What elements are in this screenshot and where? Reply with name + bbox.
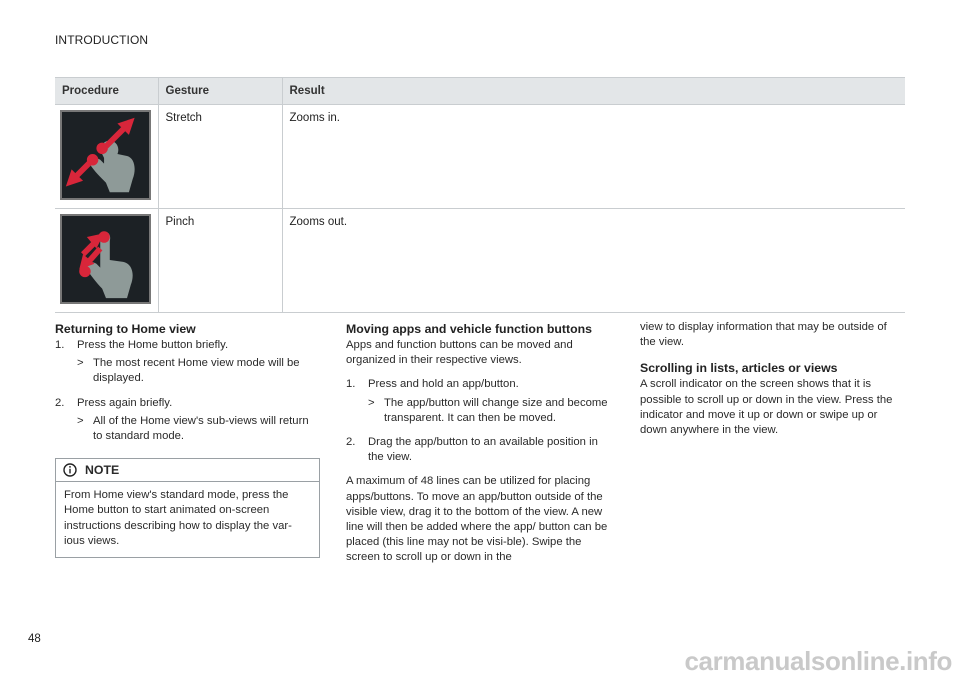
pinch-gesture-illustration: [60, 214, 151, 304]
stretch-gesture-illustration: [60, 110, 151, 200]
step-number: 1.: [346, 378, 356, 391]
step-number: 1.: [55, 339, 65, 351]
heading-returning-home: Returning to Home view: [55, 322, 196, 336]
step-text: Drag the app/button to an available position in the view.: [368, 436, 598, 464]
step-number: 2.: [346, 436, 356, 449]
result-marker: >: [77, 357, 84, 370]
step-result-text: All of the Home view's sub-views will return to standard mode.: [93, 414, 309, 443]
step-text: Press and hold an app/button.: [368, 378, 519, 391]
heading-scrolling: Scrolling in lists, articles or views: [640, 361, 838, 376]
step-number: 2.: [55, 396, 65, 409]
step-result: [77, 414, 320, 444]
column-home-view: [55, 322, 320, 558]
step-result-text: The most recent Home view mode will be displayed.: [93, 357, 300, 385]
note-label: NOTE: [85, 462, 120, 477]
step-result-text: The app/button will change size and become transparent. It can then be moved.: [384, 396, 608, 424]
note-header: [56, 459, 319, 482]
gesture-cell: Stretch: [158, 105, 282, 209]
step-text: Press the Home button briefly.: [77, 339, 229, 351]
page-number: 48: [28, 633, 41, 645]
column-moving-apps: [346, 322, 611, 566]
result-marker: >: [77, 414, 84, 427]
procedure-cell: [55, 209, 158, 313]
column-scrolling: [640, 320, 905, 438]
step-result: [368, 396, 611, 426]
moving-paragraph: A maximum of 48 lines can be utilized for placing apps/buttons. To move an app/button outside of the visible view, drag it to the bottom of the view. A new line will then be added where the app/ button can be placed (this line may not be visi-ble). Swipe the screen to scroll up or down in the: [346, 475, 608, 564]
watermark: carmanualsonline.info: [684, 646, 952, 676]
note-text: From Home view's standard mode, press the Home button to start animated on-screen instructions describing how to display the var-ious views.: [64, 489, 292, 547]
result-marker: >: [368, 396, 375, 409]
gesture-table: [55, 77, 905, 313]
list-item: [346, 377, 611, 426]
note-box: [55, 458, 320, 558]
column-header-result: Result: [282, 78, 905, 105]
step-result: [77, 356, 320, 386]
list-item: [55, 338, 320, 387]
heading-moving-apps: Moving apps and vehicle function buttons: [346, 322, 592, 336]
continuation-text: view to display information that may be outside of the view.: [640, 321, 887, 349]
table-row: [55, 209, 905, 313]
moving-intro: Apps and function buttons can be moved and organized in their respective views.: [346, 339, 573, 367]
table-row: [55, 105, 905, 209]
list-item: [346, 435, 611, 465]
info-icon: [63, 463, 77, 477]
result-cell: Zooms out.: [282, 209, 905, 313]
section-title: INTRODUCTION: [55, 33, 149, 47]
column-header-procedure: Procedure: [55, 78, 158, 105]
table-header-row: [55, 78, 905, 105]
gesture-cell: Pinch: [158, 209, 282, 313]
step-text: Press again briefly.: [77, 396, 173, 409]
result-cell: Zooms in.: [282, 105, 905, 209]
procedure-cell: [55, 105, 158, 209]
column-header-gesture: Gesture: [158, 78, 282, 105]
list-item: [55, 396, 320, 445]
scrolling-text: A scroll indicator on the screen shows that it is possible to scroll up or down in the view. Press the indicator and move it up or down or swipe up or down anywhere in the view.: [640, 378, 893, 437]
